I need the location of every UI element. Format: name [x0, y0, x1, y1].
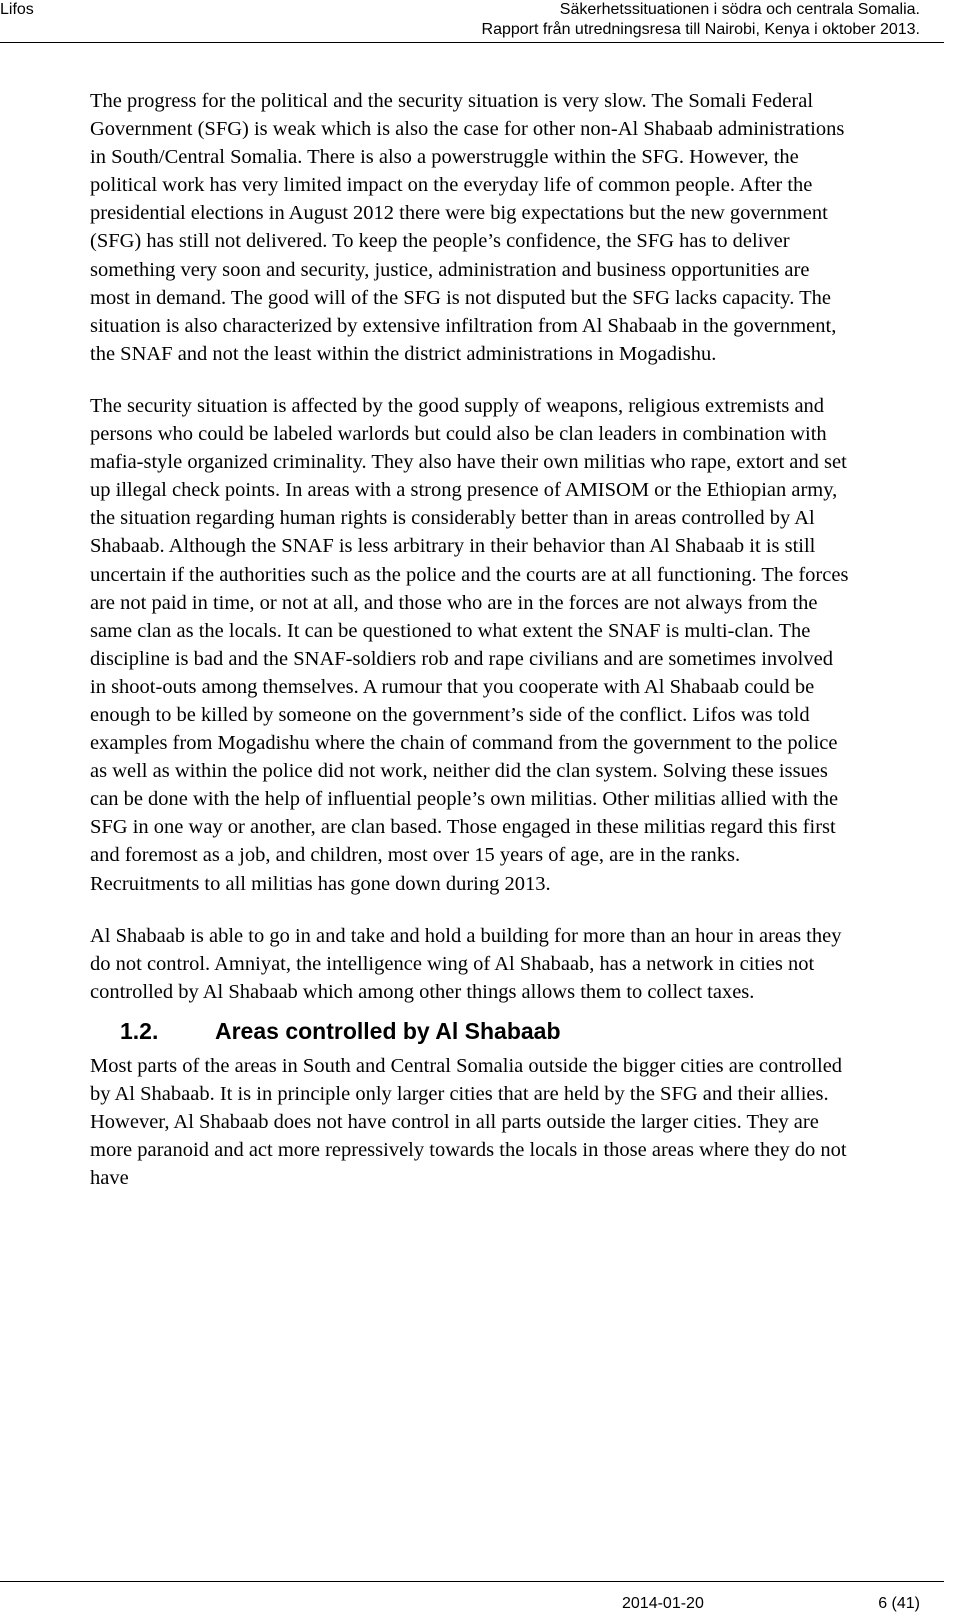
header-titles [482, 0, 920, 40]
header-title-line2: Rapport från utredningsresa till Nairobi, Kenya i oktober 2013. [481, 21, 920, 38]
page-header [0, 0, 960, 44]
footer-rule [0, 1581, 944, 1582]
header-org: Lifos [0, 1, 34, 18]
page-footer [0, 1581, 960, 1621]
body-paragraph: The progress for the political and the security situation is very slow. The Somali Federal Government (SFG) is weak which is also the case for other non-Al Shabaab administrations in South/Central Somalia. There is also a powerstruggle within the SFG. However, the political work has very limited impact on the everyday life of common people. After the presidential elections in August 2012 there were big expectations but the new government (SFG) has still not delivered. To keep the people’s confidence, the SFG has to deliver something very soon and security, justice, administration and business opportunities are most in demand. The good will of the SFG is not disputed but the SFG lacks capacity. The situation is also characterized by extensive infiltration from Al Shabaab in the government, the SNAF and not the least within the district administrations in Mogadishu. [90, 90, 845, 365]
body-paragraph: Al Shabaab is able to go in and take and hold a building for more than an hour in areas they do not control. Amniyat, the intelligence wing of Al Shabaab, has a network in cities not controlled by Al Shabaab which among other things allows them to collect taxes. [90, 924, 842, 1003]
page-number: 6 (41) [878, 1595, 920, 1612]
section-title: Areas controlled by Al Shabaab [215, 1017, 561, 1044]
section-heading [90, 1016, 850, 1046]
header-rule [0, 42, 944, 43]
body-paragraph: Most parts of the areas in South and Central Somalia outside the bigger cities are controlled by Al Shabaab. It is in principle only larger cities that are held by the SFG and their allies. However, Al Shabaab does not have control in all parts outside the larger cities. They are more paranoid and act more repressively towards the locals in those areas where they do not have [90, 1054, 847, 1190]
document-body [90, 87, 850, 1192]
footer-date: 2014-01-20 [622, 1595, 704, 1612]
section-number: 1.2. [120, 1017, 159, 1044]
header-title-line1: Säkerhetssituationen i södra och centrala Somalia. [559, 1, 920, 18]
body-paragraph: The security situation is affected by the good supply of weapons, religious extremists and persons who could be labeled warlords but could also be clan leaders in combination with mafia-style organized criminality. They also have their own militias who rape, extort and set up illegal check points. In areas with a strong presence of AMISOM or the Ethiopian army, the situation regarding human rights is considerably better than in areas controlled by Al Shabaab. Although the SNAF is less arbitrary in their behavior than Al Shabaab it is still uncertain if the authorities such as the police and the courts are at all functioning. The forces are not paid in time, or not at all, and those who are in the forces are not always from the same clan as the locals. It can be questioned to what extent the SNAF is multi-clan. The discipline is bad and the SNAF-soldiers rob and rape civilians and are sometimes involved in shoot-outs among themselves. A rumour that you cooperate with Al Shabaab could be enough to be killed by someone on the government’s side of the conflict. Lifos was told examples from Mogadishu where the chain of command from the government to the police as well as within the police did not work, neither did the clan system. Solving these issues can be done with the help of influential people’s own militias. Other militias allied with the SFG in one way or another, are clan based. Those engaged in these militias regard this first and foremost as a job, and children, most over 15 years of age, are in the ranks. Recruitments to all militias has gone down during 2013. [90, 394, 849, 895]
